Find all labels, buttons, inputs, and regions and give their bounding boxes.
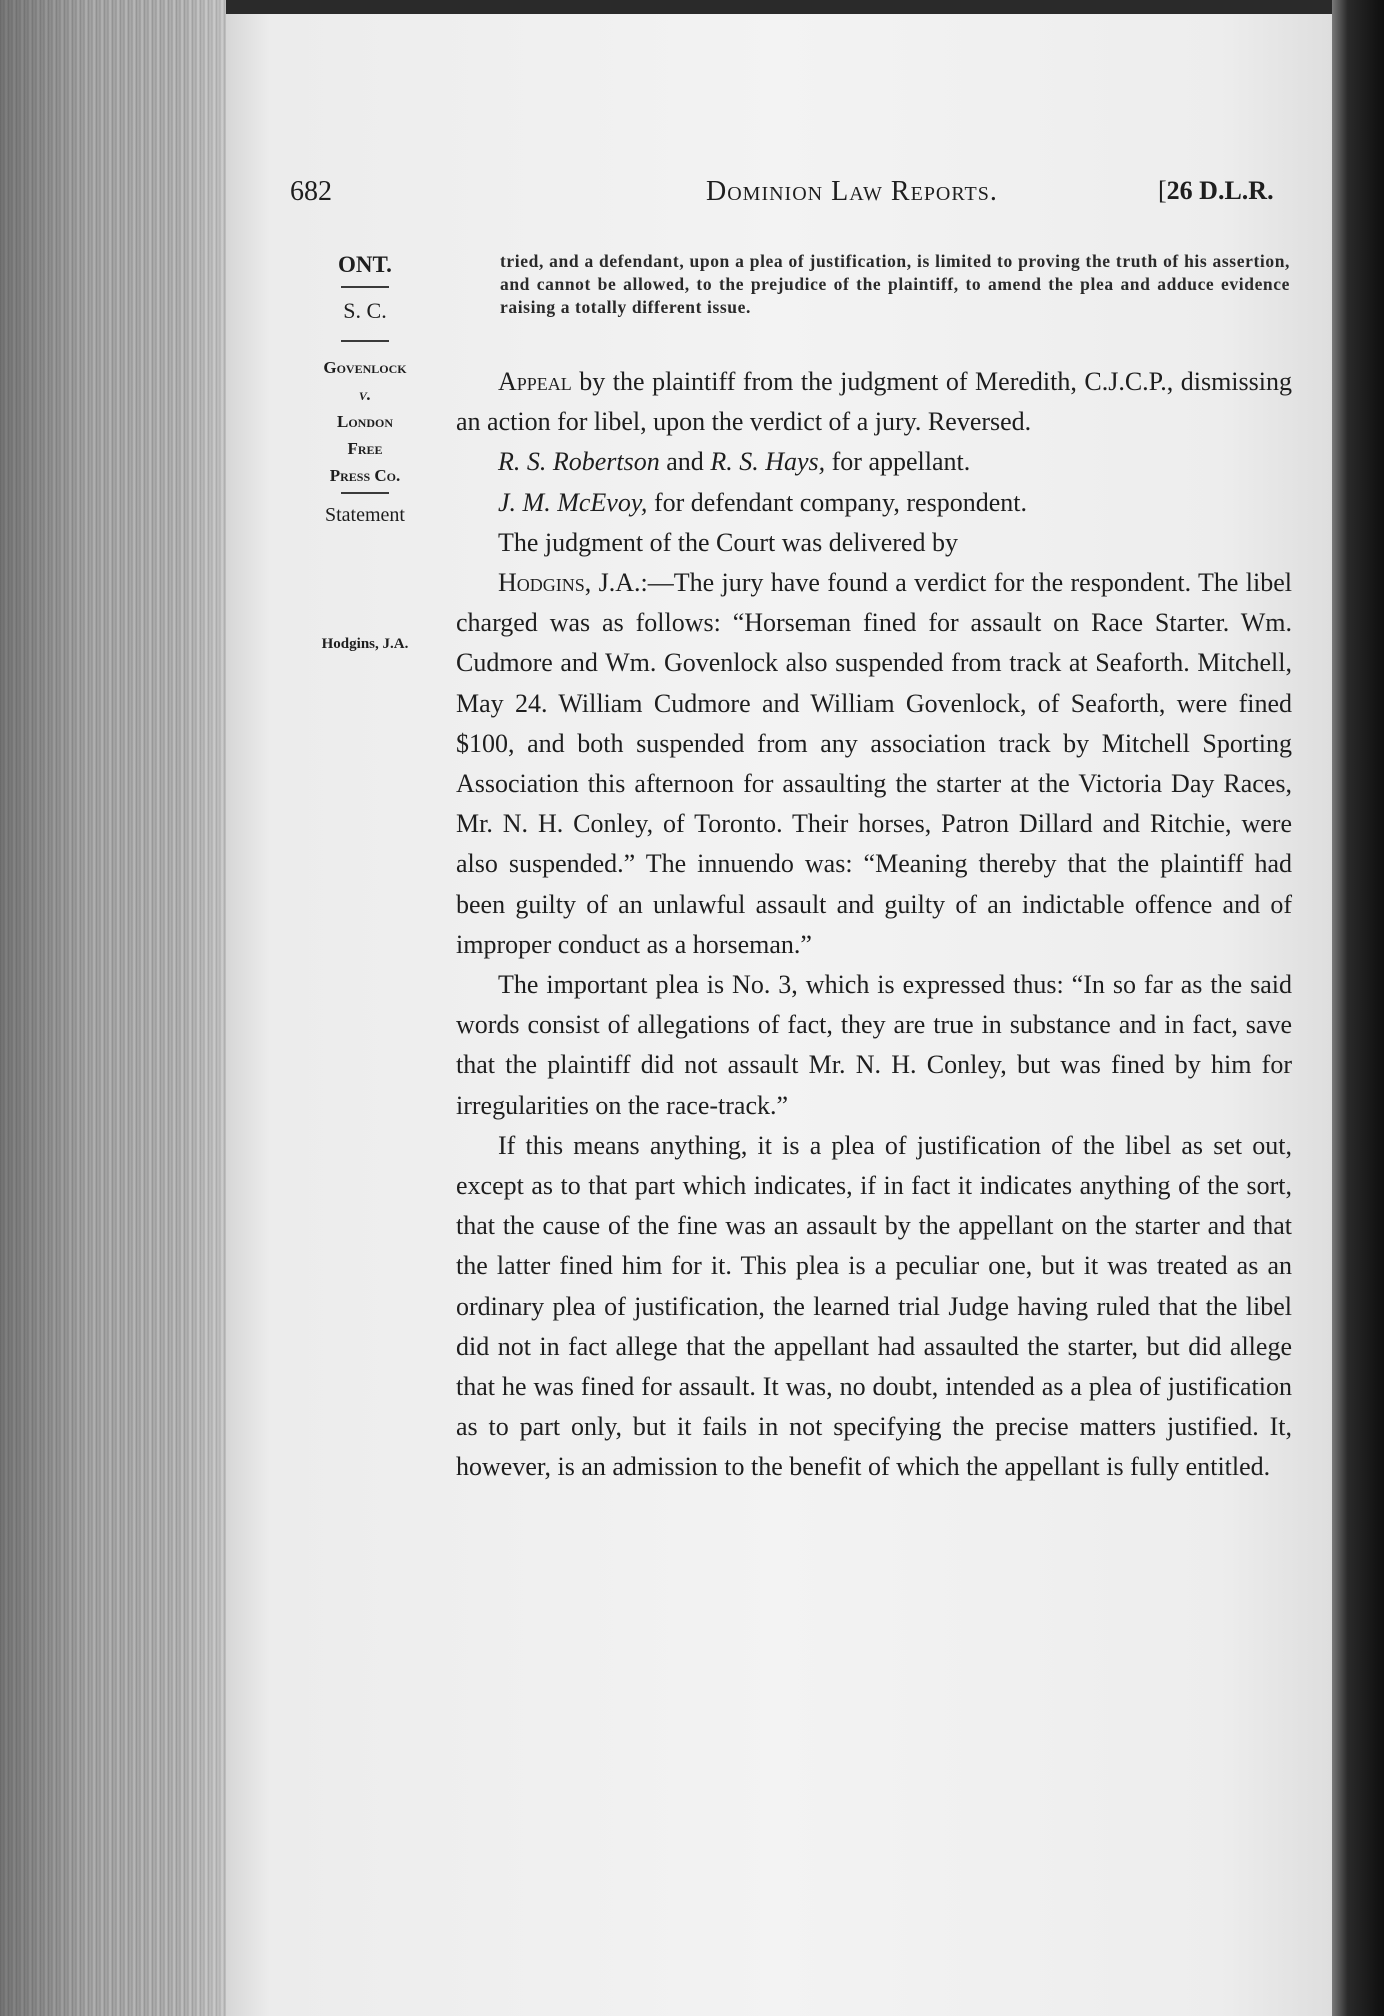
appeal-paragraph: [456, 362, 1292, 442]
volume-bracket: [: [1158, 176, 1167, 205]
appeal-lead: Appeal: [498, 367, 572, 396]
case-name-line: London: [336, 412, 393, 431]
page-header: [290, 176, 1290, 216]
counsel-name: J. M. McEvoy,: [498, 487, 648, 517]
running-title: Dominion Law Reports.: [706, 176, 998, 207]
margin-divider: [341, 286, 389, 288]
margin-statement: Statement: [325, 504, 405, 526]
paragraph-text: The jury have found a verdict for the respondent. The libel charged was as follows: “Horseman fined for assault on Race Starter. Wm. Cudmore and Wm. Govenlock also suspended from track at Seaforth. Mitchell, May 24. William Cudmore and William Govenlock, of Seaforth, were fined $100, and both suspended from any association track by Mitchell Sporting Association this afternoon for assaulting the starter at the Victoria Day Races, Mr. N. H. Conley, of Toronto. Their horses, Patron Dillard and Ritchie, were also suspended.” The innuendo was: “Meaning thereby that the plaintiff had been guilty of an unlawful assault and guilty of an indictable offence and of improper conduct as a horseman.”: [456, 568, 1292, 959]
counsel-role: for defendant company, respondent.: [647, 487, 1027, 517]
page-number: 682: [290, 176, 332, 207]
margin-divider: [341, 340, 389, 342]
counsel-respondent: [456, 483, 1292, 523]
judgment-body: [456, 362, 1292, 1488]
volume-number: 26 D.L.R.: [1166, 176, 1274, 205]
margin-court: S. C.: [343, 298, 387, 323]
counsel-name: R. S. Hays,: [710, 447, 826, 477]
case-name-line: Govenlock: [323, 358, 407, 377]
judgment-paragraph-1: [456, 563, 1292, 965]
case-name-line: v.: [358, 385, 372, 404]
headnote: tried, and a defendant, upon a plea of justification, is limited to proving the truth of his assertion, and cannot be allowed, to the prejudice of the plaintiff, to amend the plea and adduce evidence raising a totally different issue.: [500, 251, 1290, 317]
margin-divider: [341, 492, 389, 494]
counsel-role: for appellant.: [825, 447, 971, 477]
delivered-line: The judgment of the Court was delivered by: [498, 527, 958, 557]
appeal-text: by the plaintiff from the judgment of Meredith, C.J.C.P., dismissing an action for libel, upon the verdict of a jury. Reversed.: [456, 367, 1292, 437]
judgment-paragraph-2: The important plea is No. 3, which is expressed thus: “In so far as the said words consist of allegations of fact, they are true in substance and in fact, save that the plaintiff did not assault Mr. N. H. Conley, but was fined by him for irregularities on the race-track.”: [456, 970, 1292, 1120]
judgment-paragraph-3: If this means anything, it is a plea of justification of the libel as set out, except as to that part which indicates, if in fact it indicates anything of the sort, that the cause of the fine was an assault by the appellant on the starter and that the latter fined him for it. This plea is a peculiar one, but it was treated as an ordinary plea of justification, the learned trial Judge having ruled that the libel did not in fact allege that the appellant had assaulted the starter, but did allege that he was fined for assault. It was, no doubt, intended as a plea of justification as to part only, but it fails in not specifying the precise matters justified. It, however, is an admission to the benefit of which the appellant is fully entitled.: [456, 1130, 1292, 1482]
counsel-name: R. S. Robertson: [498, 447, 660, 477]
counsel-and: and: [659, 447, 711, 477]
margin-case-name: [290, 354, 440, 489]
counsel-appellant: [456, 442, 1292, 482]
margin-judge: Hodgins, J.A.: [321, 636, 409, 652]
volume-label: [1158, 176, 1274, 206]
book-gutter-shadow: [1332, 0, 1384, 2016]
case-name-line: Press Co.: [329, 466, 401, 485]
judge-lead: Hodgins: [498, 568, 585, 598]
case-name-line: Free: [347, 439, 383, 458]
book-page-edges: [0, 0, 226, 2016]
margin-province: ONT.: [338, 252, 392, 277]
judge-suffix: , J.A.:—: [584, 568, 674, 598]
